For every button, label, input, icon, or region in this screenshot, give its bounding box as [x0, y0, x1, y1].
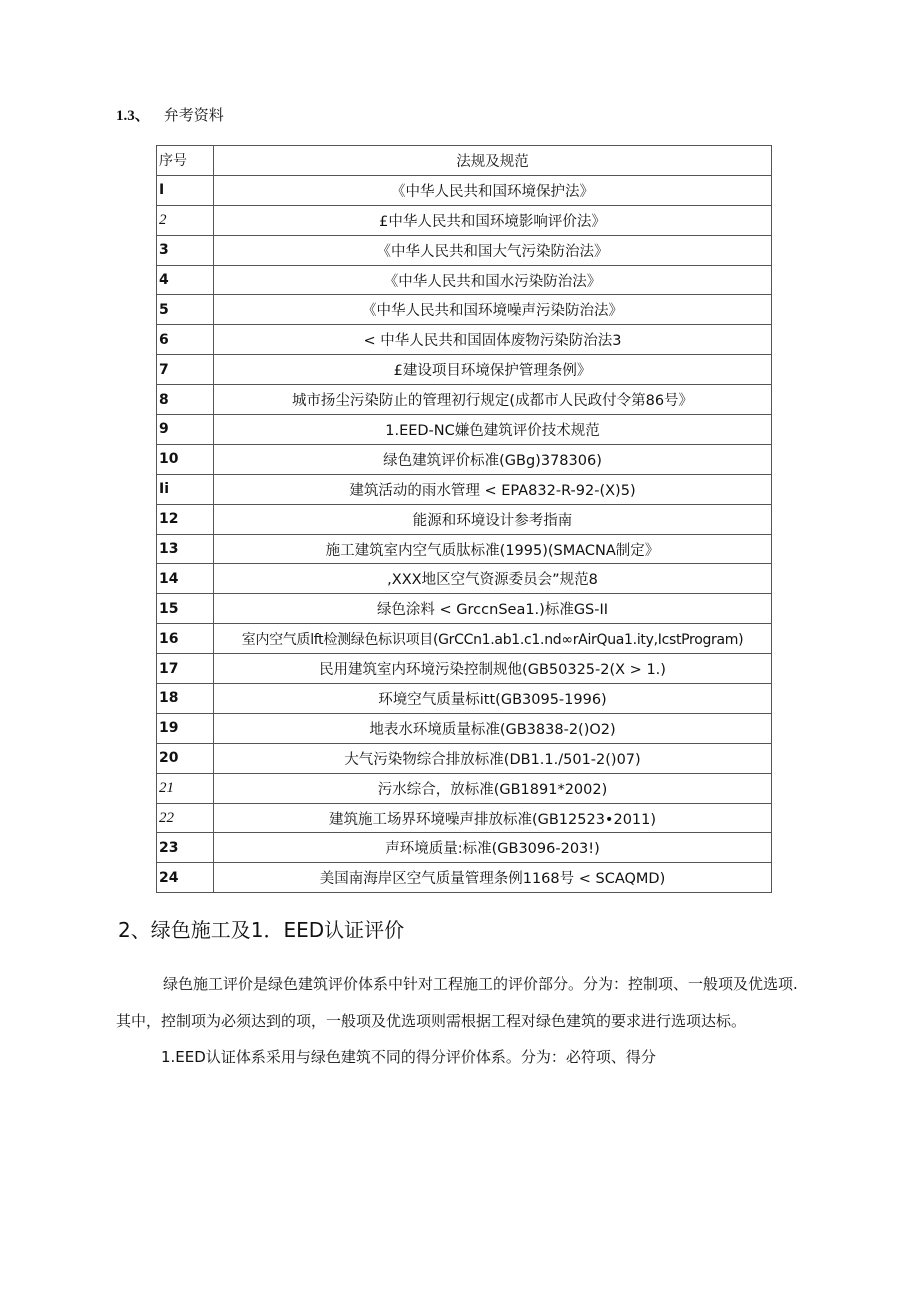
row-law: < 中华人民共和国固体废物污染防治法3 [214, 325, 772, 355]
header-num: 序号 [157, 146, 214, 176]
row-number: 10 [157, 444, 214, 474]
table-header-row [157, 146, 772, 176]
paragraph-3: 1.EED认证体系采用与绿色建筑不同的得分评价体系。分为：必符项、得分 [161, 1048, 656, 1066]
row-law: 施工建筑室内空气质肽标准(1995)(SMACNA制定》 [214, 534, 772, 564]
section-2-heading: 2、绿色施工及1．EED认证评价 [118, 918, 405, 942]
table-row [157, 265, 772, 295]
table-row [157, 175, 772, 205]
row-law: 绿色涂料 < GrccnSea1.)标准GS-II [214, 594, 772, 624]
row-law: 民用建筑室内环境污染控制规他(GB50325-2(X > 1.) [214, 654, 772, 684]
row-law: 《中华人民共和国环境保护法》 [214, 175, 772, 205]
table-row [157, 654, 772, 684]
row-law: 绿色建筑评价标准(GBg)378306) [214, 444, 772, 474]
header-law: 法规及规范 [214, 146, 772, 176]
row-number: 24 [157, 863, 214, 893]
row-number: I [157, 175, 214, 205]
references-table [156, 145, 772, 893]
table-row [157, 474, 772, 504]
row-number: 13 [157, 534, 214, 564]
section-number: 1.3、 [116, 108, 150, 124]
row-number: 3 [157, 235, 214, 265]
paragraph-2: 其中，控制项为必须达到的项，一般项及优选项则需根据工程对绿色建筑的要求进行选项达标。 [116, 1012, 747, 1030]
row-number: 22 [157, 803, 214, 833]
row-law: 《中华人民共和国水污染防治法》 [214, 265, 772, 295]
row-law: 环境空气质量标itt(GB3095-1996) [214, 684, 772, 714]
row-law: 声环境质量:标准(GB3096-203!) [214, 833, 772, 863]
row-law: 室内空气质lft检测绿色标识项目(GrCCn1.ab1.c1.nd∞rAirQua1.ity,IcstProgram) [214, 624, 772, 654]
table-row [157, 773, 772, 803]
row-law: 1.EED-NC嫌色建筑评价技术规范 [214, 415, 772, 445]
row-law: 建筑施工场界环境噪声排放标准(GB12523•2011) [214, 803, 772, 833]
row-number: 4 [157, 265, 214, 295]
row-number: 18 [157, 684, 214, 714]
table-row [157, 504, 772, 534]
table-row [157, 624, 772, 654]
row-number: Ii [157, 474, 214, 504]
paragraph-1: 绿色施工评价是绿色建筑评价体系中针对工程施工的评价部分。分为：控制项、一般项及优选项. [163, 975, 798, 993]
table-row [157, 713, 772, 743]
row-law: 城市扬尘污染防止的管理初行规定(成都市人民政付令第86号》 [214, 385, 772, 415]
table-row [157, 325, 772, 355]
table-row [157, 415, 772, 445]
table-row [157, 594, 772, 624]
table-row [157, 863, 772, 893]
row-number: 21 [157, 773, 214, 803]
row-law: 《中华人民共和国环境噪声污染防治法》 [214, 295, 772, 325]
table-row [157, 743, 772, 773]
row-law: 能源和环境设计参考指南 [214, 504, 772, 534]
row-law: 《中华人民共和国大气污染防治法》 [214, 235, 772, 265]
table-row [157, 564, 772, 594]
row-number: 9 [157, 415, 214, 445]
table-row [157, 385, 772, 415]
row-law: 大气污染物综合排放标准(DB1.1./501-2()07) [214, 743, 772, 773]
table-row [157, 355, 772, 385]
row-number: 2 [157, 205, 214, 235]
table-row [157, 833, 772, 863]
table-row [157, 444, 772, 474]
table-row [157, 235, 772, 265]
row-number: 19 [157, 713, 214, 743]
row-law: ,XXX地区空气资源委员会”规范8 [214, 564, 772, 594]
table-row [157, 803, 772, 833]
row-number: 6 [157, 325, 214, 355]
row-number: 17 [157, 654, 214, 684]
row-law: 美国南海岸区空气质量管理条例1168号 < SCAQMD) [214, 863, 772, 893]
row-number: 23 [157, 833, 214, 863]
row-law: 地表水环境质量标准(GB3838-2()O2) [214, 713, 772, 743]
row-law: 污水综合，放标准(GB1891*2002) [214, 773, 772, 803]
row-number: 15 [157, 594, 214, 624]
section-title: 弁考资料 [163, 106, 224, 124]
row-law: £中华人民共和国环境影响评价法》 [214, 205, 772, 235]
table-row [157, 205, 772, 235]
table-row [157, 295, 772, 325]
row-number: 16 [157, 624, 214, 654]
row-number: 5 [157, 295, 214, 325]
row-number: 8 [157, 385, 214, 415]
row-number: 12 [157, 504, 214, 534]
table-row [157, 534, 772, 564]
row-law: £建设项目环境保护管理条例》 [214, 355, 772, 385]
row-number: 20 [157, 743, 214, 773]
table-row [157, 684, 772, 714]
section-1-3-heading [116, 104, 224, 125]
row-number: 14 [157, 564, 214, 594]
row-law: 建筑活动的雨水管理 < EPA832-R-92-(X)5) [214, 474, 772, 504]
row-number: 7 [157, 355, 214, 385]
